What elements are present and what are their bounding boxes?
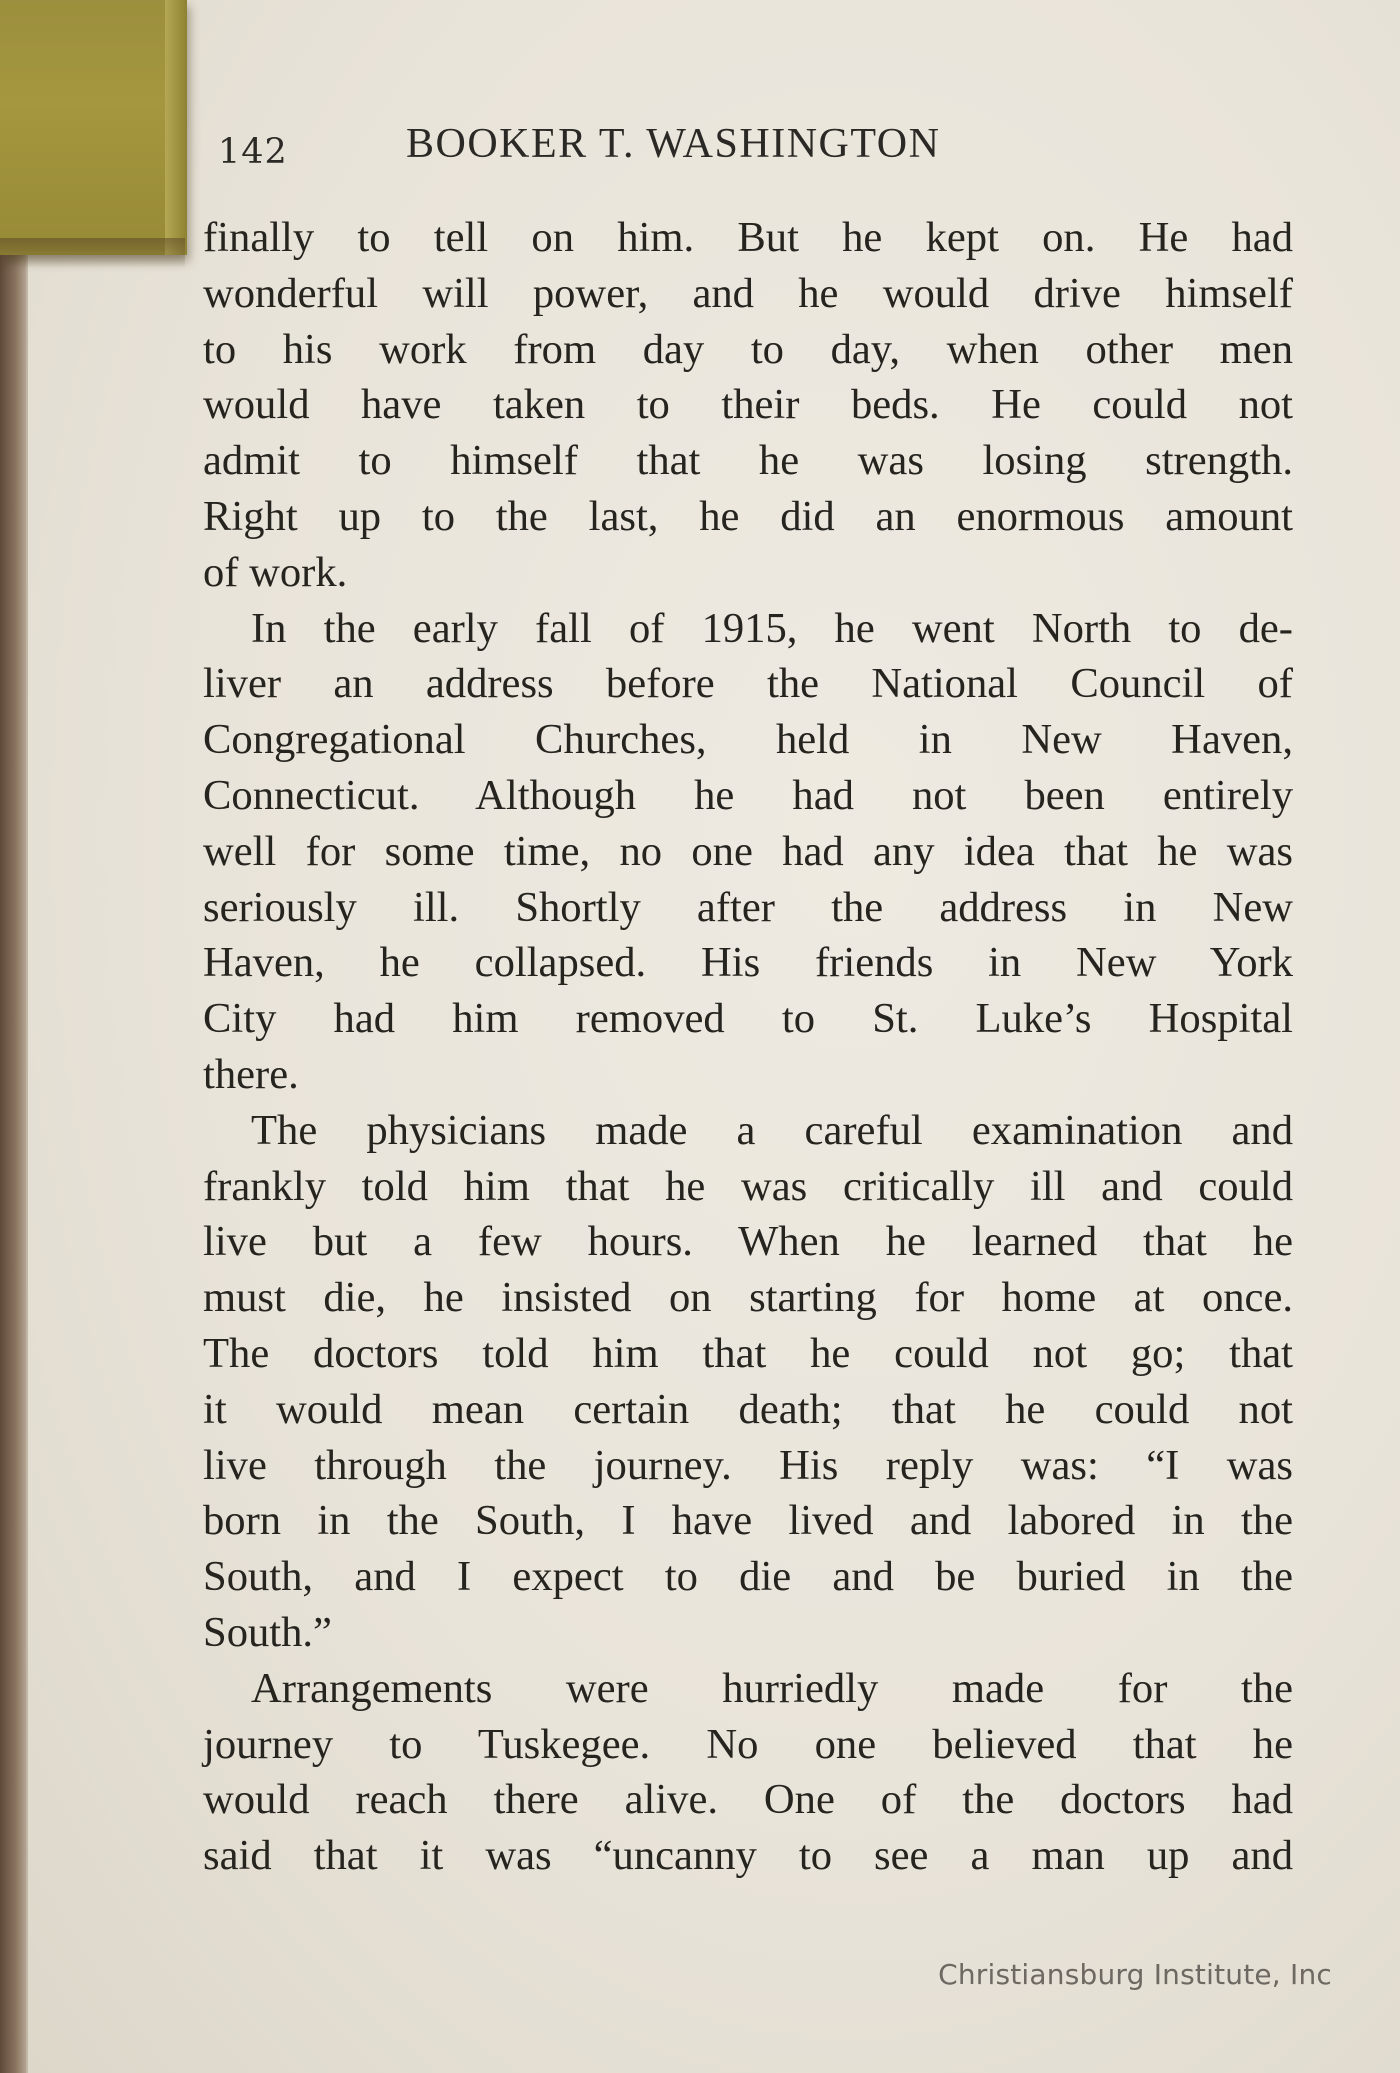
text-line: said that it was “uncanny to see a man up and xyxy=(203,1832,1293,1880)
text-line: live but a few hours. When he learned that he xyxy=(203,1218,1293,1266)
text-line: of work. xyxy=(203,548,348,596)
watermark-credit: Christiansburg Institute, Inc xyxy=(938,1958,1332,1991)
text-line: Right up to the last, he did an enormous amount xyxy=(203,492,1293,540)
text-line: The physicians made a careful examination and xyxy=(251,1106,1293,1154)
cover-corner-edge xyxy=(165,0,187,255)
page-gutter-edge xyxy=(0,255,26,2073)
cover-corner-shadow xyxy=(0,238,185,268)
text-line: In the early fall of 1915, he went North to de- xyxy=(251,604,1293,652)
text-line: South.” xyxy=(203,1608,332,1656)
book-title: BOOKER T. WASHINGTON xyxy=(406,121,941,167)
body-text xyxy=(203,210,1293,1884)
text-line: admit to himself that he was losing strength. xyxy=(203,437,1293,485)
page-number: 142 xyxy=(218,132,288,172)
text-line: seriously ill. Shortly after the address in New xyxy=(203,883,1293,931)
text-line: The doctors told him that he could not go; that xyxy=(203,1329,1293,1377)
text-line: there. xyxy=(203,1050,299,1098)
text-line: Arrangements were hurriedly made for the xyxy=(251,1664,1293,1712)
text-line: wonderful will power, and he would drive himself xyxy=(203,269,1293,317)
running-head xyxy=(218,120,1118,180)
paragraph-1 xyxy=(203,210,1293,601)
text-line: Haven, he collapsed. His friends in New York xyxy=(203,939,1293,987)
text-line: City had him removed to St. Luke’s Hospital xyxy=(203,995,1293,1043)
book-cover-corner xyxy=(0,0,185,255)
text-line: well for some time, no one had any idea that he was xyxy=(203,827,1293,875)
paragraph-4 xyxy=(203,1661,1293,1884)
text-line: to his work from day to day, when other men xyxy=(203,325,1293,373)
paragraph-2 xyxy=(203,601,1293,1103)
text-line: finally to tell on him. But he kept on. He had xyxy=(203,214,1293,261)
text-line: Connecticut. Although he had not been entirely xyxy=(203,771,1293,819)
text-line: must die, he insisted on starting for home at once. xyxy=(203,1274,1293,1322)
text-line: would reach there alive. One of the doctors had xyxy=(203,1776,1293,1824)
text-line: frankly told him that he was critically ill and could xyxy=(203,1162,1293,1210)
text-line: South, and I expect to die and be buried in the xyxy=(203,1553,1293,1601)
text-line: live through the journey. His reply was: “I was xyxy=(203,1441,1293,1489)
text-line: it would mean certain death; that he could not xyxy=(203,1385,1293,1433)
text-line: liver an address before the National Council of xyxy=(203,660,1293,708)
text-line: born in the South, I have lived and labored in the xyxy=(203,1497,1293,1545)
paragraph-3 xyxy=(203,1103,1293,1661)
text-line: would have taken to their beds. He could not xyxy=(203,381,1293,429)
text-line: journey to Tuskegee. No one believed that he xyxy=(203,1720,1293,1768)
text-line: Congregational Churches, held in New Haven, xyxy=(203,716,1293,764)
